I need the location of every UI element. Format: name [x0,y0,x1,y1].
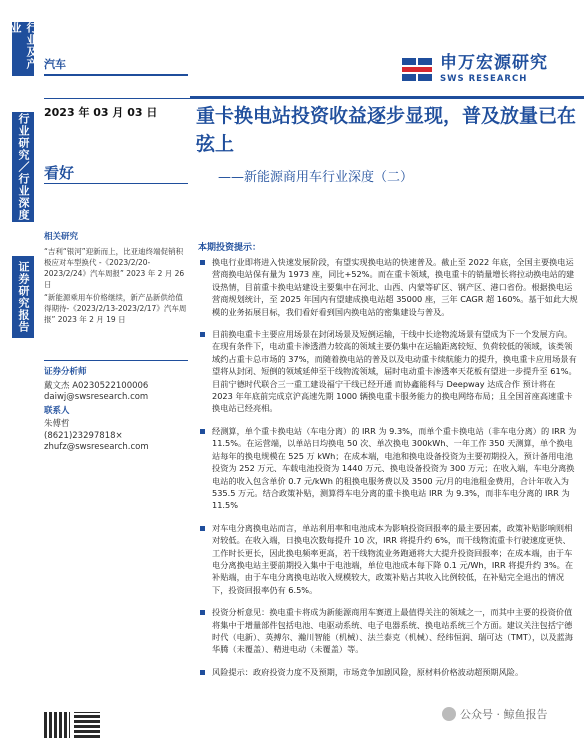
wechat-icon [442,707,456,721]
logo-name-en: SWS RESEARCH [440,73,528,84]
report-title: 重卡换电站投资收益逐步显现，普及放量已在弦上 [196,105,577,155]
highlight-bullet: 目前换电重卡主要应用场景在封闭场景及短倒运输，干线中长途物流场景有望成为下一个发展方向。在现有条件下，电动重卡渗透潜力较高的领域主要仍集中在运输距离较短、负荷较低的领域，该类领域约占重卡总市场的 37%，而随着换电站的普及以及电动重卡续航能力的提升，换电重卡应用场景有望将从封闭、短倒的领域延伸至干线物流领域，届时电动重卡渗透率天花板有望进一步提升至 61%。目前宁德时代联合三一重工建设福宁干线已经开通 而协鑫能科与 Deepway 达成合作 预计将在 2023 年年底前完成京沪高速先期 1000 辆换电重卡服务能力的换电网络布局；且全国首座高速重卡换电站已经亮相。 [200,328,578,415]
related-research-heading: 相关研究 [44,232,79,242]
highlights-heading: 本期投资提示： [198,243,262,253]
sidebar-tab-research-type: 行业研究／行业深度 [12,112,34,222]
highlights-list [200,256,578,688]
left-sidebar [0,0,38,738]
related-research-item: “吉利“银河”迎新而上，比亚迪终端促销积极应对车型换代 -《2023/2/20-2023/2/24》汽车周报” 2023 年 2 月 26 日 [44,247,185,289]
watermark-text: 公众号 · 鲸鱼报告 [460,708,548,721]
logo-name-cn: 申万宏源研究 [440,52,548,73]
analyst-line: 戴文杰 A0230522100006 [44,380,149,391]
sidebar-tab-report-label: 证券研究报告 [12,256,34,338]
related-research-item: “新能源乘用车价格继续，新产品新供给值得期待-《2023/2/13-2023/2/17》汽车周报” 2023 年 2 月 19 日 [44,293,187,324]
contact-email: zhufz@swsresearch.com [44,442,149,452]
company-logo [400,52,548,86]
analyst-heading: 证券分析师 [44,367,87,377]
logo-mark-icon [400,52,434,86]
rating: 看好 [44,164,75,182]
analyst-email: daiwj@swsresearch.com [44,392,149,402]
watermark [442,706,548,722]
highlight-bullet: 投资分析意见：换电重卡将成为新能源商用车赛道上最值得关注的领域之一，而其中主要的投资价值将集中于增量部件包括电池、电驱动系统、电子电器系统、换电站系统三个方面。建议关注包括宁德时代（电新）、英搏尔、瀚川智能（机械）、法兰泰克（机械）、经纬恒润、瑞可达（TMT），以及蓝海华腾（未覆盖）、精进电动（未覆盖）等。 [200,606,578,656]
related-research [44,232,188,327]
analyst-block [44,356,188,454]
report-date: 2023 年 03 月 03 日 [44,106,158,119]
highlight-bullet: 经测算，单个重卡换电站（车电分离）的 IRR 为 9.3%，而单个重卡换电站（非车电分离）的 IRR 为 11.5%。在运营端，以单站日均换电 50 次、单次换电 300kWh、一年工作 350 天测算，单个换电站每年的换电规模在 525 万 kWh；在成本端，电池和换电设备投资为主要初期投入，预计备用电池投资为 252 万元、车载电池投资为 1440 万元、换电设备投资为 300 万元；在收入端，车电分离换电站的收入包含单价 0.7 元/kWh 的租换电服务费以及 3500 元/月的电池租金费用，合计年收入为 535.5 万元。结合政策补贴，测算得车电分离的重卡换电站 IRR 为 9.3%，而非车电分离的 IRR 为 11.5% [200,425,578,512]
contact-phone: (8621)23297818× [44,430,123,441]
rating-divider [44,183,188,184]
highlight-bullet: 风险提示：政府投资力度不及预期，市场竞争加剧风险，原材料价格波动超预期风险。 [200,666,578,678]
header-rule [190,96,584,99]
highlight-bullet: 对车电分离换电站而言，单站利用率和电池成本为影响投资回报率的最主要因素，政策补贴影响则相对较低。在收入端，日换电次数每提升 10 次，IRR 将提升约 6%，而干线物流重卡行驶速度更快、工作时长更长，因此换电频率更高，若干线物流业务跑通将大大提升投资回报率；在成本端，由于车电分离换电站主要前期投入集中于电池端，单位电池成本每下降 0.1 元/Wh，IRR 将提升约 3%。在补贴端，由于车电分离换电站收入规模较大，政策补贴占其收入比例较低，在补贴完全退出的情况下，投资回报率仍有 6.5%。 [200,522,578,596]
sector-divider [44,74,188,76]
report-subtitle: ——新能源商用车行业深度（二） [218,170,414,185]
contact-line: 朱傅哲 [44,419,70,429]
sector-label: 汽车 [44,58,66,71]
qr-code-icon [74,712,100,738]
contact-heading: 联系人 [44,405,70,416]
sidebar-tab-industry: 行业及产业 [12,22,34,76]
highlight-bullet: 换电行业即将进入快速发展阶段，有望实现换电站的快速普及。截止至 2022 年底，全国主要换电运营商换电站保有量为 1973 座，同比+52%。而在重卡领域，换电重卡的销量增长将拉动换电站的建设热情，目前重卡换电站建设主要集中在河北、山西、内蒙等矿区、钢产区、港口省份。根据换电运营商规划统计，至 2025 年国内有望建成换电站超 35000 座，三年 CAGR 超 160%。基于如此大规模的业务拓展目标，我们看好看到国内换电站的密集建设与普及。 [200,256,578,318]
analyst-divider [44,360,188,361]
header-rule-left [44,98,190,99]
qr-code-icon [44,712,70,738]
